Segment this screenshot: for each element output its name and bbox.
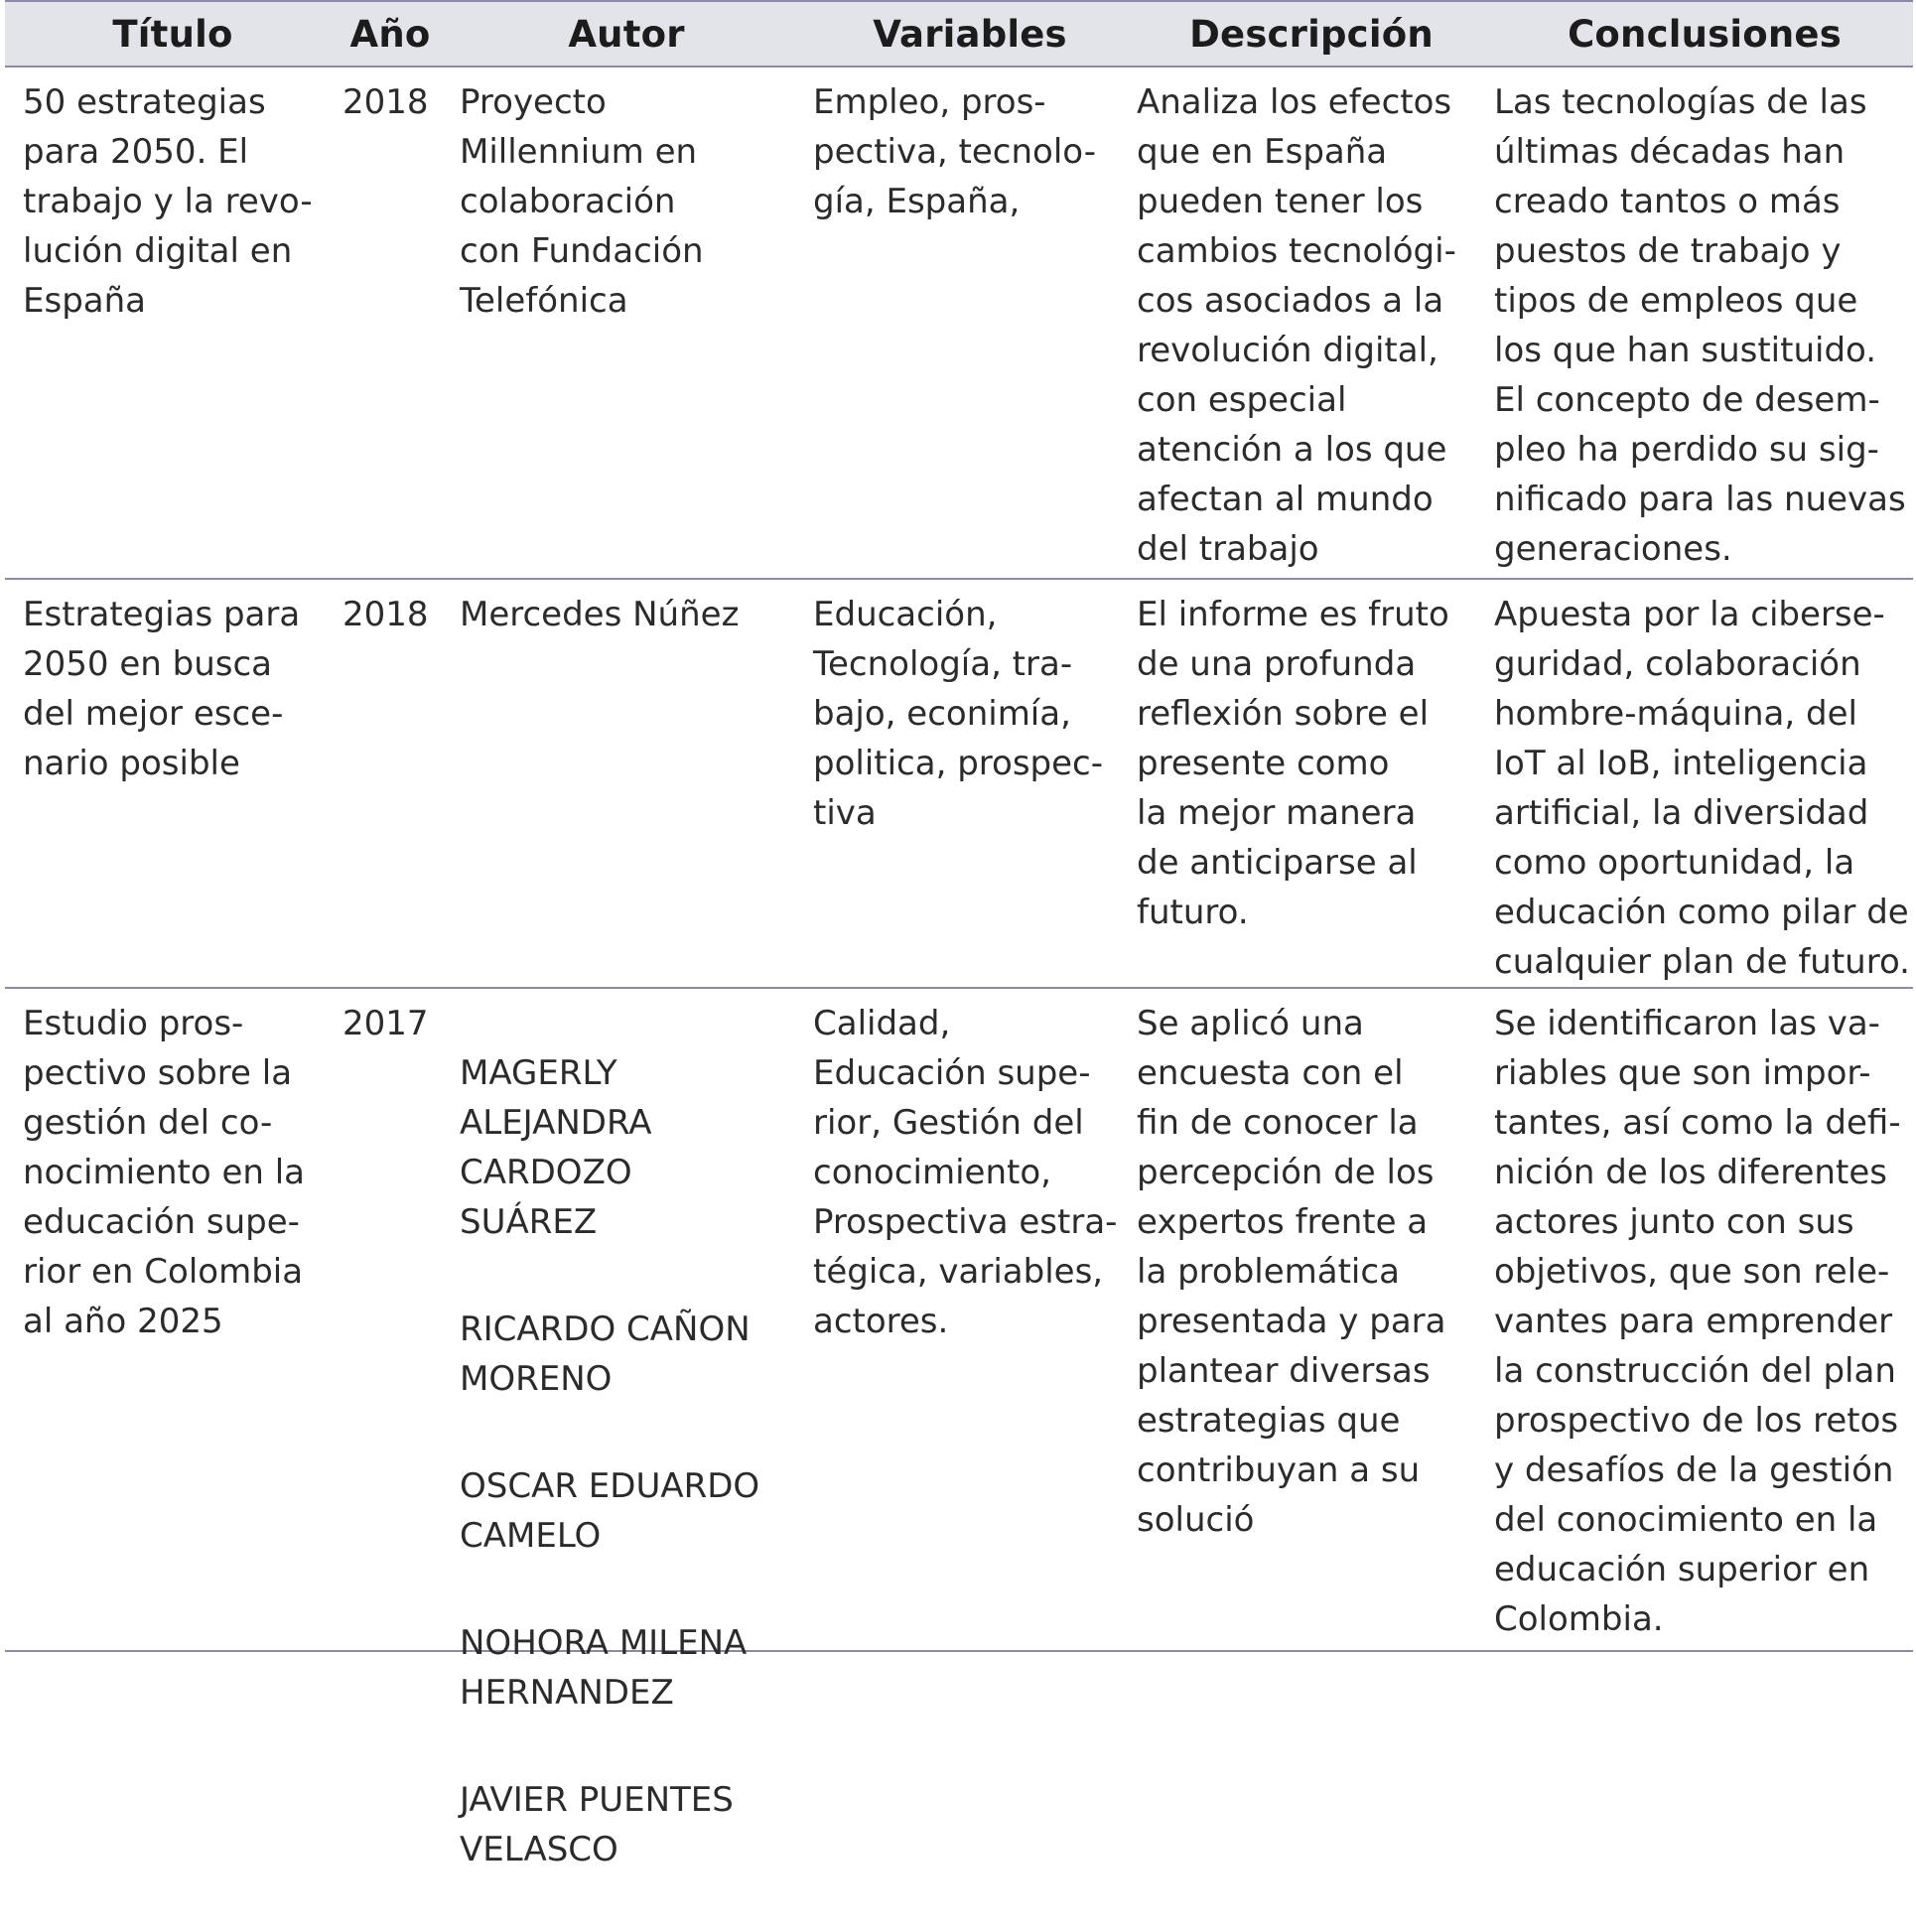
- cell-ano: 2018: [342, 595, 429, 634]
- header-variables: Variables: [873, 12, 1067, 56]
- cell-descripcion: El informe es fruto de una profunda reflexión sobre el presente como la mejor manera de anticiparse al futuro.: [1137, 595, 1449, 932]
- author-name: OSCAR EDUARDO CAMELO: [460, 1466, 760, 1556]
- cell-titulo: 50 estrategias para 2050. El trabajo y la revo- lución digital en España: [23, 82, 313, 321]
- cell-descripcion: Analiza los efectos que en España pueden tener los cambios tecnológi- cos asociados a la revolución digital, con especial atención a los que afectan al mundo del trabajo: [1137, 82, 1456, 569]
- cell-variables: Educación, Tecnología, tra- bajo, econimía, politica, prospec- tiva: [813, 595, 1103, 833]
- author-name: RICARDO CAÑON MORENO: [460, 1310, 751, 1399]
- table-header-row: [5, 0, 1913, 68]
- table-row: [5, 580, 1913, 989]
- cell-conclusiones: Apuesta por la cibersе- guridad, colaboración hombre-máquina, del IoT al IoB, inteligencia artificial, la diversidad como oportunidad, la educación como pilar de cualquier plan de futuro.: [1494, 595, 1910, 982]
- header-conclusiones: Conclusiones: [1568, 12, 1842, 56]
- cell-descripcion: Se aplicó una encuesta con el fin de conocer la percepción de los expertos frente a la problemática presentada y para plantear diversas estrategias que contribuyan a su solució: [1137, 1004, 1446, 1540]
- literature-review-table: [5, 0, 1913, 1869]
- header-autor: Autor: [568, 12, 685, 56]
- cell-autor: [460, 989, 813, 1869]
- cell-autor: Mercedes Núñez: [460, 595, 740, 634]
- cell-variables: Empleo, pros- pectiva, tecnolo- gía, España,: [813, 82, 1096, 221]
- cell-titulo: Estudio pros- pectivo sobre la gestión del co- nocimiento en la educación supe- rior en Colombia al año 2025: [23, 1004, 306, 1341]
- cell-ano: 2017: [342, 1004, 429, 1043]
- cell-ano: 2018: [342, 82, 429, 122]
- author-name: NOHORA MILENA HERNANDEZ: [460, 1623, 748, 1713]
- cell-autor: Proyecto Millennium en colaboración con Fundación Telefónica: [460, 82, 704, 321]
- header-descripcion: Descripción: [1189, 12, 1434, 56]
- cell-conclusiones: Las tecnologías de las últimas décadas han creado tantos o más puestos de trabajo y tipos de empleos que los que han sustituido. El concepto de desem- pleo ha perdido su sig- nificado para las nuevas generaciones.: [1494, 82, 1906, 569]
- table-row: [5, 68, 1913, 580]
- header-titulo: Título: [112, 12, 233, 56]
- cell-conclusiones: Se identificaron las va- riables que son impor- tantes, así como la defi- nición de los diferentes actores junto con sus objetivos, que son rele- vantes para emprender la construcción del plan prospectivo de los retos y desafíos de la gestión del conocimiento en la educación superior en Colombia.: [1494, 1004, 1901, 1639]
- table-row: [5, 989, 1913, 1869]
- cell-titulo: Estrategias para 2050 en busca del mejor esce- nario posible: [23, 595, 301, 783]
- header-ano: Año: [349, 12, 431, 56]
- author-name: JAVIER PUENTES VELASCO: [460, 1780, 734, 1869]
- cell-variables: Calidad, Educación supe- rior, Gestión del conocimiento, Prospectiva estra- tégica, variables, actores.: [813, 1004, 1118, 1341]
- author-name: MAGERLY ALEJANDRA CARDOZO SUÁREZ: [460, 1053, 652, 1242]
